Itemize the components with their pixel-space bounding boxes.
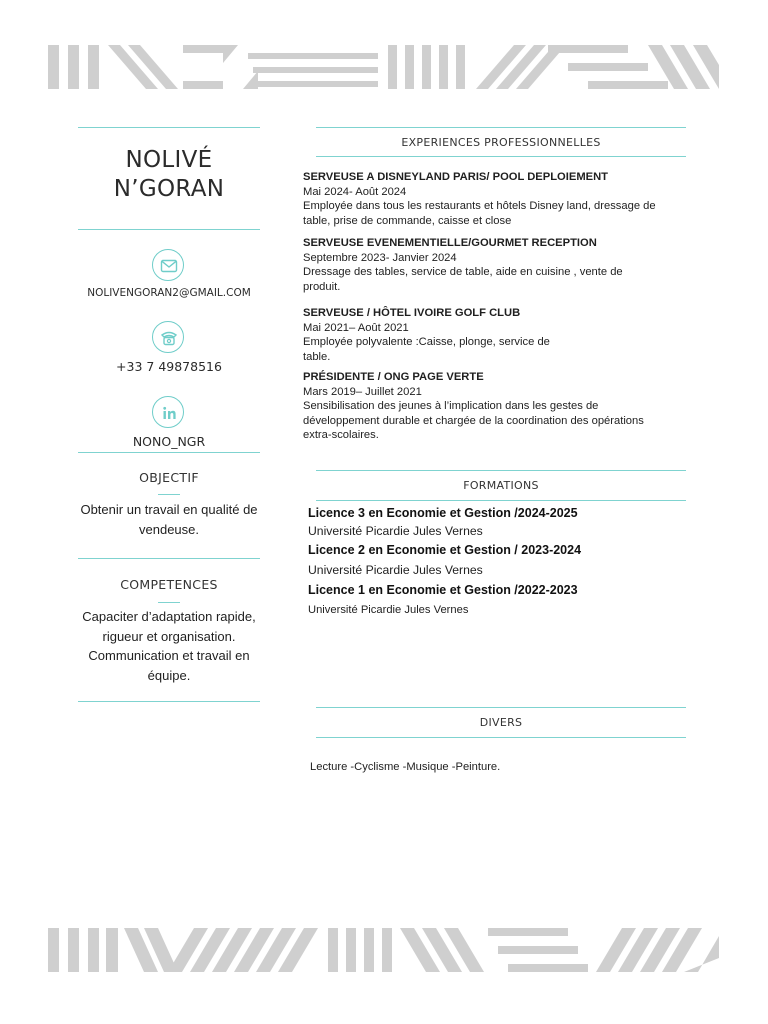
formation-degree: Licence 2 en Economie et Gestion / 2023-2024 bbox=[308, 543, 582, 557]
formation-degree: Licence 3 en Economie et Gestion /2024-2025 bbox=[308, 506, 578, 520]
objectif-text bbox=[74, 500, 264, 539]
left-rule-objectif bbox=[78, 452, 260, 453]
experience-desc: Employée dans tous les restaurants et hôtels Disney land, dressage de bbox=[303, 200, 656, 213]
left-rule-bottom bbox=[78, 701, 260, 702]
experience-desc: extra-scolaires. bbox=[303, 429, 379, 442]
bottom-decorative-band bbox=[48, 928, 719, 972]
formations-rule-bottom bbox=[316, 500, 686, 501]
experience-date: Mai 2021– Août 2021 bbox=[303, 321, 409, 334]
experience-title: PRÉSIDENTE / ONG PAGE VERTE bbox=[303, 371, 484, 383]
phone-icon bbox=[152, 321, 184, 353]
competences-line: Capaciter d’adaptation rapide, bbox=[82, 609, 256, 624]
objectif-line: Obtenir un travail en qualité de bbox=[80, 502, 258, 517]
experiences-rule-bottom bbox=[316, 156, 686, 157]
formations-rule-top bbox=[316, 470, 686, 471]
competences-dash bbox=[158, 602, 180, 603]
linkedin-icon bbox=[152, 396, 184, 428]
divers-title: DIVERS bbox=[479, 716, 523, 729]
objectif-line: vendeuse. bbox=[139, 521, 199, 537]
experience-desc: table, prise de commande, caisse et close bbox=[303, 214, 512, 227]
experiences-rule-top bbox=[316, 127, 686, 128]
formations-title: FORMATIONS bbox=[463, 479, 539, 492]
last-name: N’GORAN bbox=[113, 176, 225, 202]
experience-date: Septembre 2023- Janvier 2024 bbox=[303, 251, 457, 264]
top-decorative-band bbox=[48, 45, 719, 89]
experience-desc: développement durable et chargée de la coordination des opérations bbox=[303, 414, 644, 427]
experience-title: SERVEUSE A DISNEYLAND PARIS/ POOL DEPLOIEMENT bbox=[303, 171, 609, 183]
divers-rule-top bbox=[316, 707, 686, 708]
left-rule-top bbox=[78, 127, 260, 128]
left-rule-name bbox=[78, 229, 260, 230]
competences-line: rigueur et organisation. bbox=[102, 628, 236, 644]
experience-desc: table. bbox=[303, 350, 331, 363]
experience-desc: Employée polyvalente :Caisse, plonge, service de bbox=[303, 336, 550, 349]
linkedin-text: NONO_NGR bbox=[132, 434, 206, 449]
experience-desc: Sensibilisation des jeunes à l’implication dans les gestes de bbox=[303, 400, 599, 413]
experience-desc: produit. bbox=[303, 280, 341, 293]
formation-degree: Licence 1 en Economie et Gestion /2022-2023 bbox=[308, 583, 578, 597]
competences-line: équipe. bbox=[147, 667, 191, 683]
experience-item bbox=[303, 236, 688, 294]
mail-icon bbox=[152, 249, 184, 281]
objectif-dash bbox=[158, 494, 180, 495]
formation-school: Université Picardie Jules Vernes bbox=[308, 563, 483, 577]
experiences-title: EXPERIENCES PROFESSIONNELLES bbox=[401, 136, 601, 149]
left-rule-competences bbox=[78, 558, 260, 559]
objectif-title: OBJECTIF bbox=[139, 470, 199, 485]
experience-date: Mars 2019– Juillet 2021 bbox=[303, 385, 422, 398]
competences-text bbox=[74, 607, 264, 685]
experience-item bbox=[303, 170, 688, 228]
formation-school: Université Picardie Jules Vernes bbox=[308, 524, 483, 538]
competences-title: COMPETENCES bbox=[120, 577, 218, 592]
experience-item bbox=[303, 370, 688, 443]
divers-rule-bottom bbox=[316, 737, 686, 738]
experience-item bbox=[303, 306, 688, 364]
email-text: NOLIVENGORAN2@GMAIL.COM bbox=[87, 287, 251, 299]
competences-line: Communication et travail en bbox=[88, 648, 250, 663]
experience-date: Mai 2024- Août 2024 bbox=[303, 185, 407, 198]
experience-title: SERVEUSE EVENEMENTIELLE/GOURMET RECEPTION bbox=[303, 237, 597, 249]
first-name: NOLIVÉ bbox=[125, 147, 213, 173]
candidate-name bbox=[78, 146, 260, 204]
experience-desc: Dressage des tables, service de table, aide en cuisine , vente de bbox=[303, 266, 623, 279]
divers-text: Lecture -Cyclisme -Musique -Peinture. bbox=[310, 761, 501, 773]
phone-text: +33 7 49878516 bbox=[116, 359, 222, 374]
formation-school: Université Picardie Jules Vernes bbox=[308, 604, 469, 616]
experience-title: SERVEUSE / HÔTEL IVOIRE GOLF CLUB bbox=[303, 307, 521, 319]
